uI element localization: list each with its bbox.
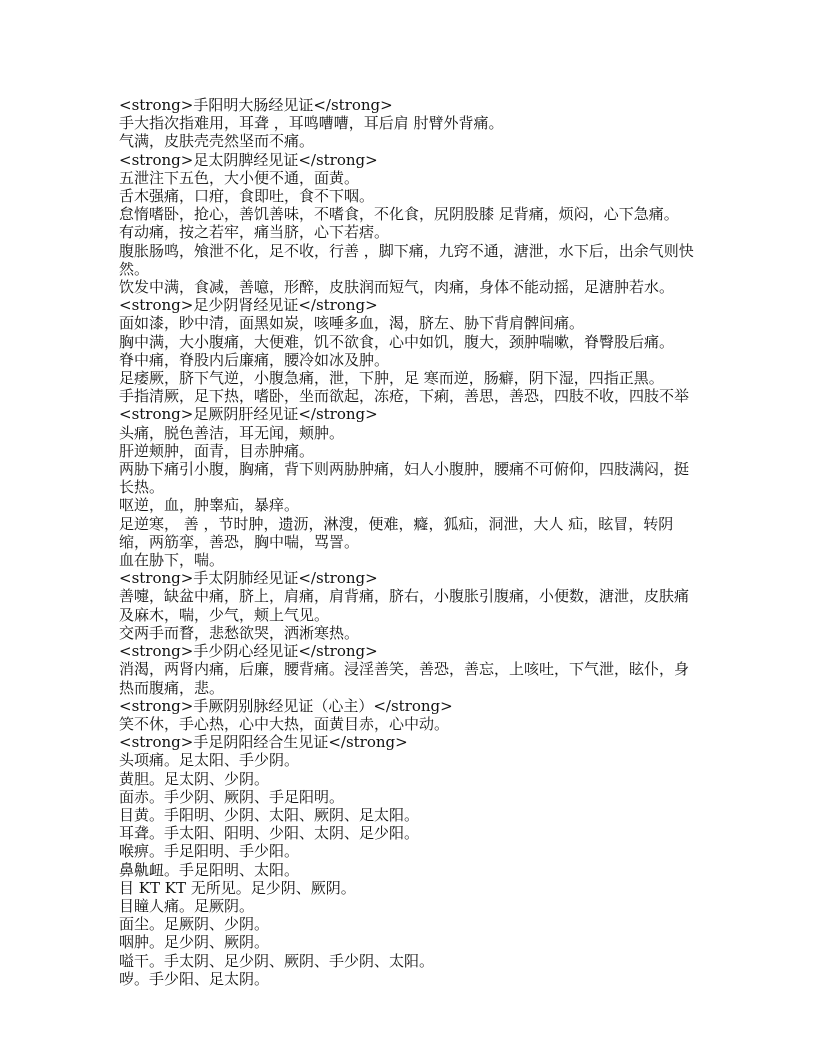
text-line: 腹胀肠鸣，飧泄不化，足不收，行善 ，脚下痛，九窍不通，溏泄，水下后，出余气则快然。 [119, 241, 694, 278]
text-line: 足逆寒， 善 ，节时肿，遗沥，淋溲，便难，癃，狐疝，洞泄，大人 疝，眩冒，转阴缩，两筋挛，善恐，胸中喘，骂詈。 [119, 514, 674, 551]
section-heading: <strong>足太阴脾经见证</strong> [119, 150, 378, 169]
text-line: 笑不休，手心热，心中大热，面黄目赤，心中动。 [119, 714, 450, 733]
text-line: 手大指次指难用，耳聋 ，耳鸣嘈嘈，耳后肩 肘臂外背痛。 [119, 114, 504, 133]
text-line: 头痛，脱色善洁，耳无闻，颊肿。 [119, 423, 345, 442]
text-line: 两胁下痛引小腹，胸痛，背下则两胁肿痛，妇人小腹肿，腰痛不可俯仰，四肢满闷，挺长热。 [119, 460, 690, 497]
text-line: 黄胆。足太阴、少阴。 [119, 769, 270, 788]
text-line: 哕。手少阳、足太阴。 [119, 969, 270, 988]
section-heading: <strong>手足阴阳经合生见证</strong> [119, 733, 408, 752]
text-line: 鼻鼽衄。手足阳明、太阳。 [119, 860, 300, 879]
section-heading: <strong>足少阴肾经见证</strong> [119, 296, 378, 315]
text-line: 耳聋。手太阳、阳明、少阳、太阴、足少阳。 [119, 824, 420, 843]
text-line: 手指清厥，足下热，嗜卧，坐而欲起，冻疮，下痢，善思，善恐，四肢不收，四肢不举 [119, 387, 690, 406]
text-line: 有动痛，按之若牢，痛当脐，心下若痞。 [119, 223, 390, 242]
section-heading: <strong>手厥阴别脉经见证（心主）</strong> [119, 696, 453, 715]
text-line: 面如漆，眇中清，面黑如炭，咳唾多血，渴，脐左、胁下背肩髀间痛。 [119, 314, 585, 333]
text-line: 足痿厥，脐下气逆，小腹急痛，泄，下肿，足 寒而逆，肠癖，阴下湿，四指正黑。 [119, 369, 664, 388]
text-line: 舌木强痛，口疳，食即吐，食不下咽。 [119, 187, 375, 206]
text-line: 怠惰嗜卧，抢心，善饥善味，不嗜食，不化食，尻阴股膝 足背痛，烦闷，心下急痛。 [119, 205, 679, 224]
text-line: 血在胁下，喘。 [119, 551, 225, 570]
text-line: 面尘。足厥阴、少阴。 [119, 915, 270, 934]
text-line: 目黄。手阳明、少阴、太阳、厥阴、足太阳。 [119, 805, 420, 824]
section-heading: <strong>手少阴心经见证</strong> [119, 642, 378, 661]
text-line: 喉痹。手足阳明、手少阳。 [119, 842, 300, 861]
text-line: 交两手而瞀，悲愁欲哭，洒淅寒热。 [119, 623, 360, 642]
text-line: 消渴，两肾内痛，后廉，腰背痛。浸淫善笑，善恐，善忘，上咳吐，下气泄，眩仆，身热而腹痛，悲。 [119, 660, 690, 697]
text-line: 嗌干。手太阴、足少阴、厥阴、手少阴、太阳。 [119, 951, 435, 970]
text-line: 呕逆，血，肿睾疝，暴痒。 [119, 496, 300, 515]
section-heading: <strong>足厥阴肝经见证</strong> [119, 405, 378, 424]
text-line: 咽肿。足少阴、厥阴。 [119, 933, 270, 952]
text-line: 头项痛。足太阳、手少阴。 [119, 751, 300, 770]
text-line: 目瞳人痛。足厥阴。 [119, 896, 255, 915]
text-line: 气满，皮肤壳壳然坚而不痛。 [119, 132, 315, 151]
document-body [119, 96, 701, 988]
text-line: 五泄注下五色，大小便不通，面黄。 [119, 168, 360, 187]
text-line: 善嚏，缺盆中痛，脐上，肩痛，肩背痛，脐右，小腹胀引腹痛，小便数，溏泄，皮肤痛及麻木，喘，少气，颊上气见。 [119, 587, 690, 624]
text-line: 饮发中满，食减，善噫，形醉，皮肤润而短气，肉痛，身体不能动摇，足溏肿若水。 [119, 278, 675, 297]
section-heading: <strong>手太阴肺经见证</strong> [119, 569, 378, 588]
text-line: 脊中痛，脊股内后廉痛，腰冷如冰及肿。 [119, 350, 390, 369]
text-line: 目 KT KT 无所见。足少阴、厥阴。 [119, 878, 356, 897]
text-line: 面赤。手少阴、厥阴、手足阳明。 [119, 787, 345, 806]
text-line: 胸中满，大小腹痛，大便难，饥不欲食，心中如饥，腹大，颈肿喘嗽，脊臀股后痛。 [119, 332, 675, 351]
section-heading: <strong>手阳明大肠经见证</strong> [119, 96, 393, 114]
text-line: 肝逆颊肿，面青，目赤肿痛。 [119, 441, 315, 460]
